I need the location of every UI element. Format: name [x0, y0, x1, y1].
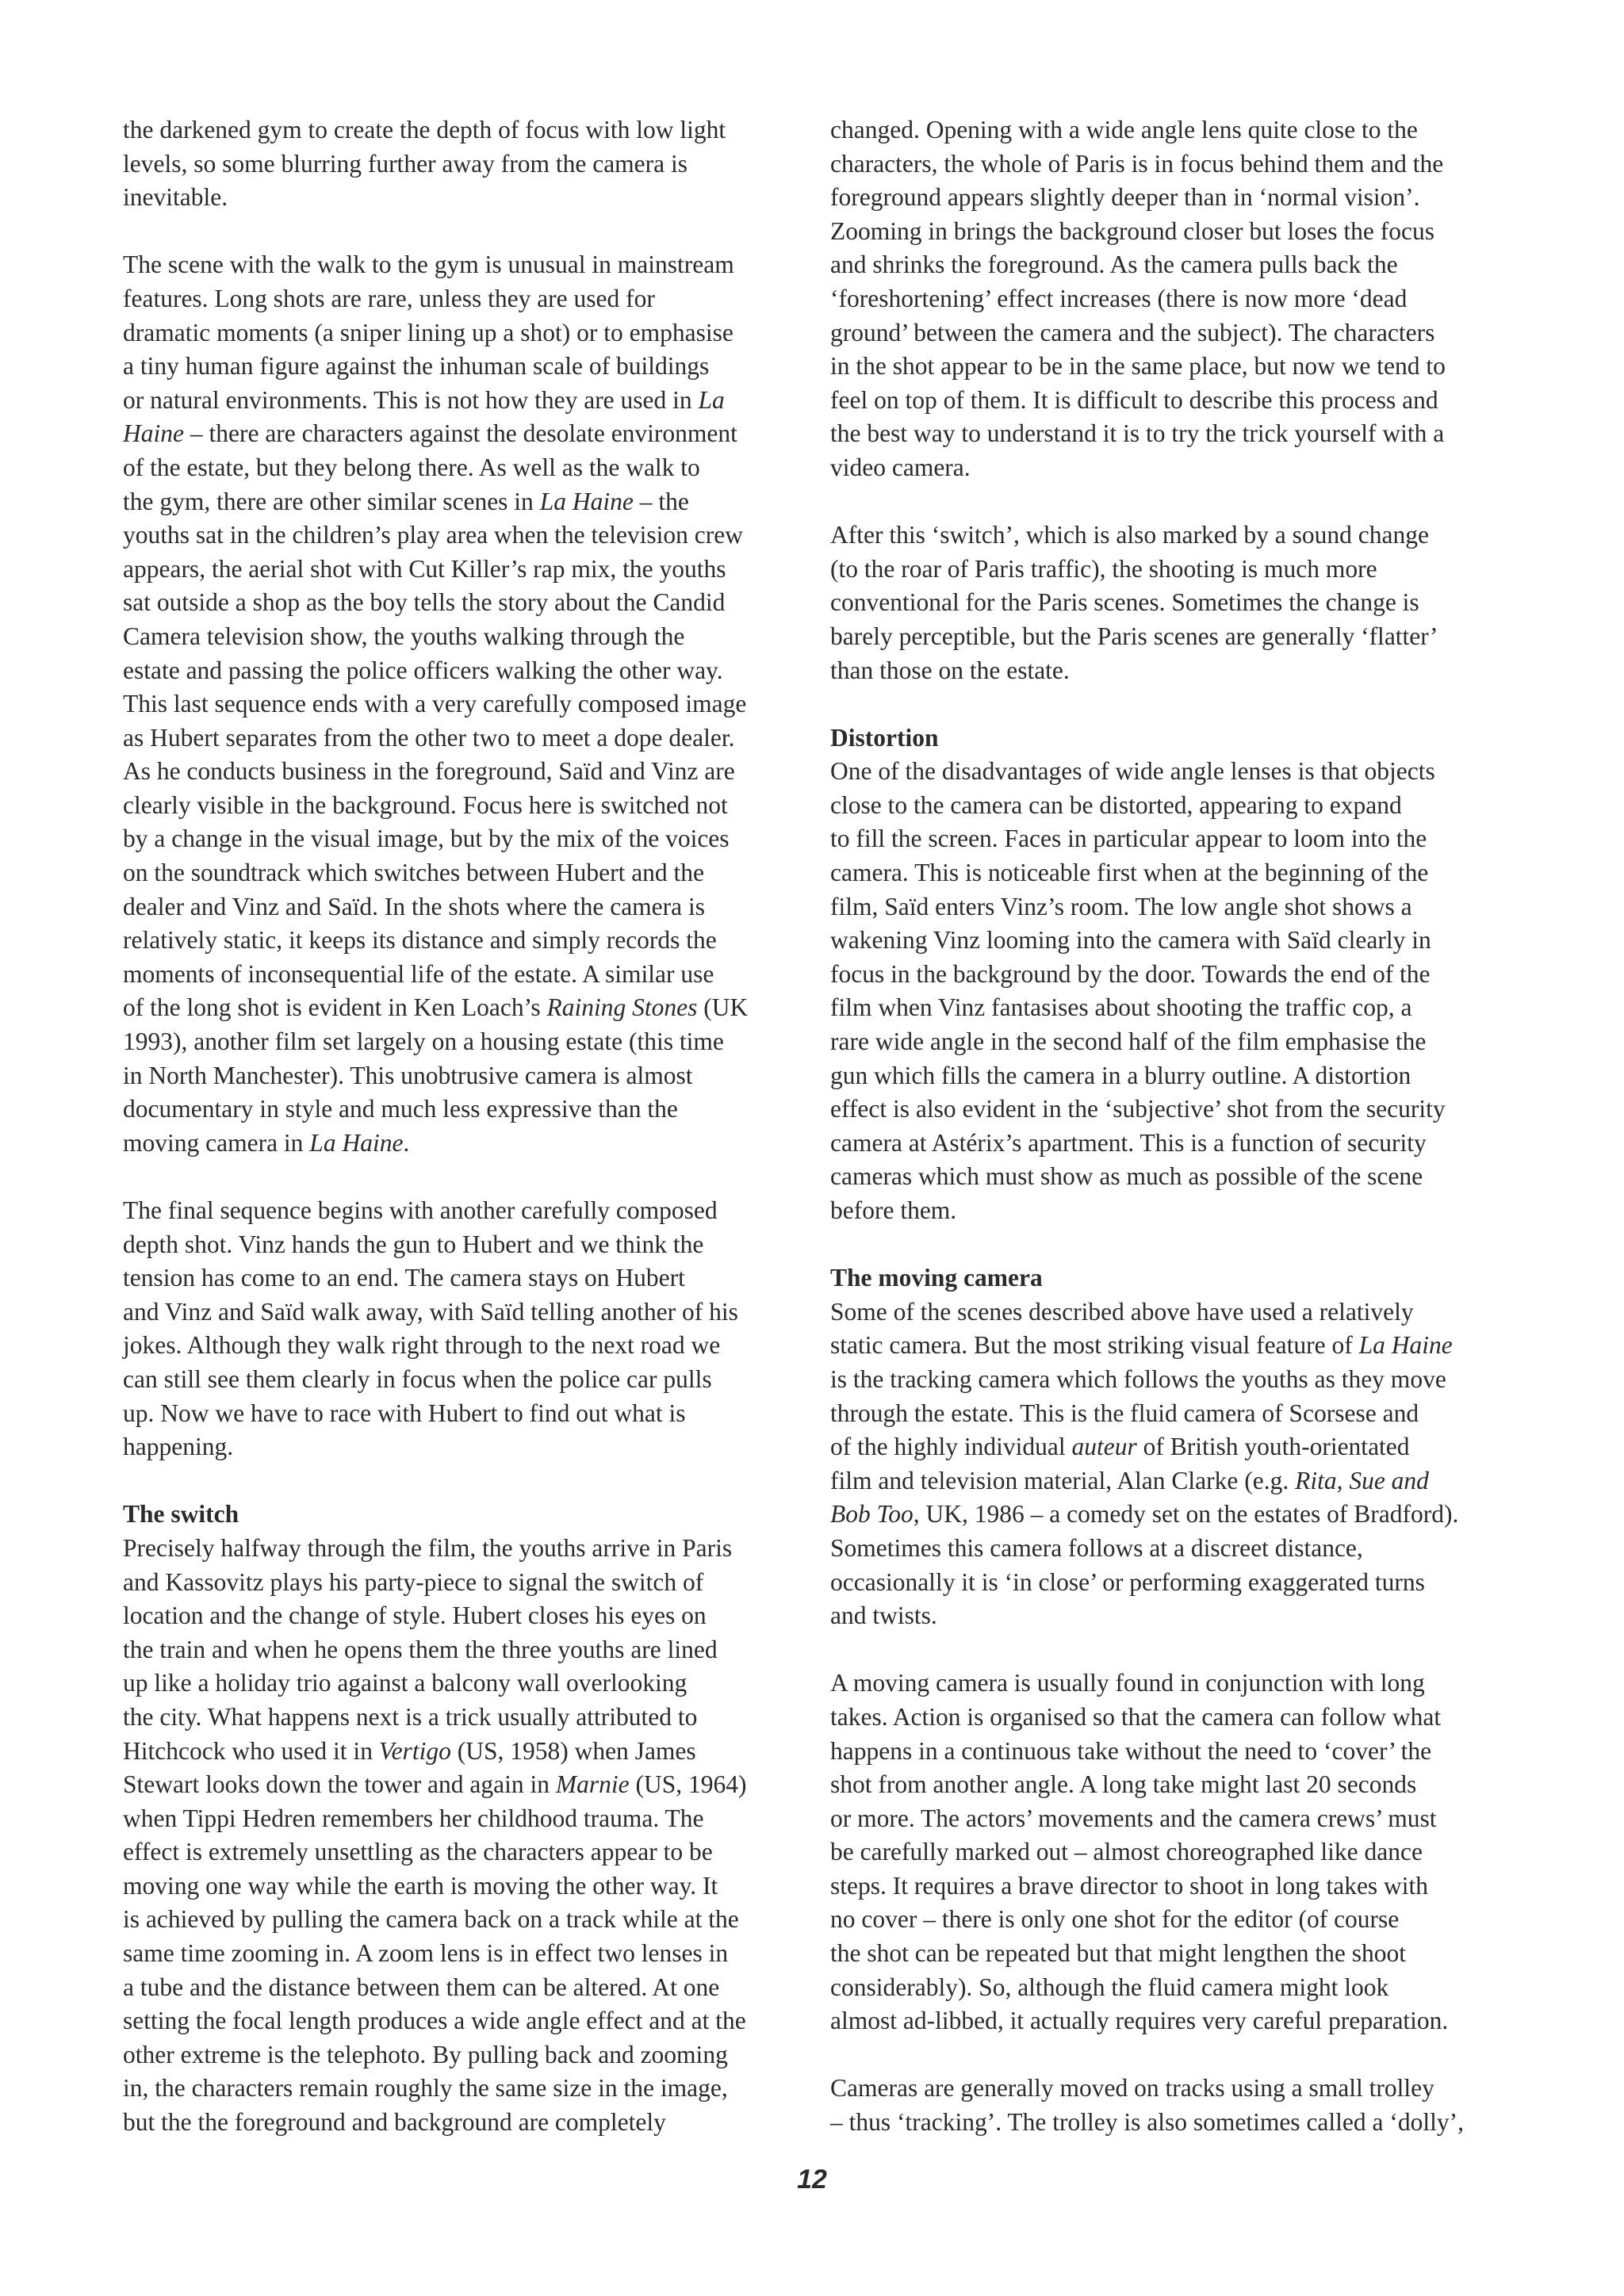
paragraph: changed. Opening with a wide angle lens quite close to the characters, the whole of Paris is in focus behind them and the foreground appears slightly deeper than in ‘normal vision’. Zooming in brings the background closer but loses the focus and shrinks the foreground. As the camera pulls back the ‘foreshortening’ effect increases (there is now more ‘dead ground’ between the camera and the subject). The characters in the shot appear to be in the same place, but now we tend to feel on top of them. It is difficult to describe this process and the best way to understand it is to try the trick yourself with a video camera.	[830, 116, 1446, 481]
italic-title: Rita, Sue and Bob Too	[830, 1466, 1429, 1529]
italic-title: Raining Stones	[546, 993, 698, 1022]
paragraph: One of the disadvantages of wide angle lenses is that objects close to the camera can be distorted, appearing to expand to fill the screen. Faces in particular appear to loom into the camera. This is noticeable first when at the beginning of the film, Saïd enters Vinz’s room. The low angle shot shows a wakening Vinz looming into the camera with Saïd clearly in focus in the background by the door. Towards the end of the film when Vinz fantasises about shooting the traffic cop, a rare wide angle in the second half of the film emphasise the gun which fills the camera in a blurry outline. A distortion effect is also evident in the ‘subjective’ shot from the security camera at Astérix’s apartment. This is a function of security cameras which must show as much as possible of the scene before them.	[830, 757, 1446, 1224]
italic-title: La Haine	[539, 487, 634, 515]
italic-title: La Haine	[1358, 1331, 1453, 1360]
italic-title: auteur	[1071, 1433, 1137, 1461]
italic-title: Marnie	[555, 1770, 630, 1799]
italic-title: Vertigo	[378, 1736, 451, 1765]
italic-title: La Haine	[309, 1128, 404, 1157]
paragraph: Cameras are generally moved on tracks using a small trolley – thus ‘tracking’. The trolley is also sometimes called a ‘dolly’,	[830, 2074, 1464, 2137]
paragraph: The final sequence begins with another carefully composed depth shot. Vinz hands the gun to Hubert and we think the tension has come to an end. The camera stays on Hubert and Vinz and Saïd walk away, with Saïd telling another of his jokes. Although they walk right through to the next road we can still see them clearly in focus when the police car pulls up. Now we have to race with Hubert to find out what is happening.	[123, 1196, 738, 1461]
section-heading-switch: The switch	[123, 1500, 239, 1529]
right-column	[830, 113, 1522, 2173]
paragraph: A moving camera is usually found in conjunction with long takes. Action is organised so that the camera can follow what happens in a continuous take without the need to ‘cover’ the shot from another angle. A long take might last 20 seconds or more. The actors’ movements and the camera crews’ must be carefully marked out – almost choreographed like dance steps. It requires a brave director to shoot in long takes with no cover – there is only one shot for the editor (of course the shot can be repeated but that might lengthen the shoot considerably). So, although the fluid camera might look almost ad-libbed, it actually requires very careful preparation.	[830, 1669, 1449, 2035]
paragraph: Some of the scenes described above have used a relatively static camera. But the most striking visual feature of La Haine is the tracking camera which follows the youths as they move through the estate. This is the fluid camera of Scorsese and of the highly individual auteur of British youth-orientated film and television material, Alan Clarke (e.g. Rita, Sue and Bob Too, UK, 1986 – a comedy set on the estates of Bradford). Sometimes this camera follows at a discreet distance, occasionally it is ‘in close’ or performing exaggerated turns and twists.	[830, 1297, 1459, 1630]
left-column	[123, 113, 813, 2173]
paragraph: Precisely halfway through the film, the youths arrive in Paris and Kassovitz plays his party-piece to signal the switch of location and the change of style. Hubert closes his eyes on the train and when he opens them the three youths are lined up like a holiday trio against a balcony wall overlooking the city. What happens next is a trick usually attributed to Hitchcock who used it in Vertigo (US, 1958) when James Stewart looks down the tower and again in Marnie (US, 1964) when Tippi Hedren remembers her childhood trauma. The effect is extremely unsettling as the characters appear to be moving one way while the earth is moving the other way. It is achieved by pulling the camera back on a track while at the same time zooming in. A zoom lens is in effect two lenses in a tube and the distance between them can be altered. At one setting the focal length produces a wide angle effect and at the other extreme is the telephoto. By pulling back and zooming in, the characters remain roughly the same size in the image, but the the foreground and background are completely	[123, 1533, 747, 2137]
paragraph: the darkened gym to create the depth of focus with low light levels, so some blurring further away from the camera is inevitable.	[123, 116, 726, 212]
paragraph: After this ‘switch’, which is also marked by a sound change (to the roar of Paris traffic), the shooting is much more conventional for the Paris scenes. Sometimes the change is barely perceptible, but the Paris scenes are generally ‘flatter’ than those on the estate.	[830, 521, 1438, 684]
section-heading-distortion: Distortion	[830, 723, 939, 752]
italic-title: La Haine	[123, 385, 725, 448]
section-heading-moving-camera: The moving camera	[830, 1264, 1043, 1292]
page-number: 12	[797, 2164, 827, 2195]
paragraph: The scene with the walk to the gym is unusual in mainstream features. Long shots are rare, unless they are used for dramatic moments (a sniper lining up a shot) or to emphasise a tiny human figure against the inhuman scale of buildings or natural environments. This is not how they are used in La Haine – there are characters against the desolate environment of the estate, but they belong there. As well as the walk to the gym, there are other similar scenes in La Haine – the youths sat in the children’s play area when the television crew appears, the aerial shot with Cut Killer’s rap mix, the youths sat outside a shop as the boy tells the story about the Candid Camera television show, the youths walking through the estate and passing the police officers walking the other way. This last sequence ends with a very carefully composed image as Hubert separates from the other two to meet a dope dealer. As he conducts business in the foreground, Saïd and Vinz are clearly visible in the background. Focus here is switched not by a change in the visual image, but by the mix of the voices on the soundtrack which switches between Hubert and the dealer and Vinz and Saïd. In the shots where the camera is relatively static, it keeps its distance and simply records the moments of inconsequential life of the estate. A similar use of the long shot is evident in Ken Loach’s Raining Stones (UK 1993), another film set largely on a housing estate (this time in North Manchester). This unobtrusive camera is almost documentary in style and much less expressive than the moving camera in La Haine.	[123, 251, 749, 1157]
